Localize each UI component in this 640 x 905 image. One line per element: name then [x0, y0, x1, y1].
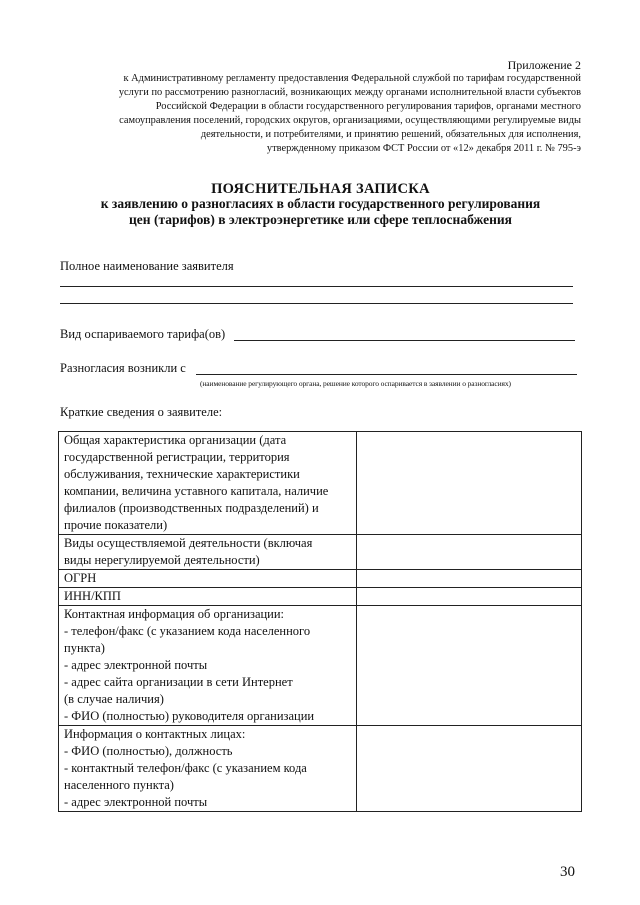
- cell-line: обслуживания, технические характеристики: [64, 467, 300, 481]
- cell-line: Информация о контактных лицах:: [64, 727, 246, 741]
- full-name-line-2[interactable]: [60, 303, 573, 304]
- appendix-title: Приложение 2: [507, 58, 581, 72]
- cell-line: - ФИО (полностью), должность: [64, 744, 233, 758]
- disagreement-line[interactable]: [196, 374, 577, 375]
- cell-line: - контактный телефон/факс (с указанием кода: [64, 761, 307, 775]
- row-label-activities: [59, 535, 357, 570]
- table-row: [59, 432, 582, 535]
- appendix-line: услуги по рассмотрению разногласий, возникающих между органами исполнительной власти субъектов: [118, 87, 581, 98]
- row-label-inn-kpp: [59, 588, 357, 606]
- row-value-activities[interactable]: [357, 535, 582, 570]
- appendix-line: к Административному регламенту предоставления Федеральной службой по тарифам государственной: [123, 73, 581, 84]
- document-subtitle: [60, 196, 581, 228]
- full-name-label: Полное наименование заявителя: [60, 259, 234, 273]
- tariff-type-label: Вид оспариваемого тарифа(ов): [60, 327, 226, 341]
- cell-line: пункта): [64, 641, 105, 655]
- cell-line: филиалов (производственных подразделений) и: [64, 501, 319, 515]
- disagreement-caption: (наименование регулирующего органа, решение которого оспаривается в заявлении о разногласиях): [200, 379, 511, 388]
- document-title: ПОЯСНИТЕЛЬНАЯ ЗАПИСКА: [211, 181, 430, 197]
- row-label-ogrn: [59, 570, 357, 588]
- appendix-line: Российской Федерации в области государственного регулирования тарифов, органами местного: [155, 101, 581, 112]
- table-row: [59, 588, 582, 606]
- appendix-reference: [60, 72, 581, 156]
- row-value-contact-persons[interactable]: [357, 726, 582, 812]
- cell-line: виды нерегулируемой деятельности): [64, 553, 260, 567]
- cell-line: - адрес электронной почты: [64, 795, 208, 809]
- tariff-type-line[interactable]: [234, 340, 575, 341]
- cell-line: - ФИО (полностью) руководителя организации: [64, 709, 315, 723]
- appendix-line: деятельности, и потребителями, и принятию решений, обязательных для исполнения,: [200, 129, 581, 140]
- row-label-general: [59, 432, 357, 535]
- table-row: [59, 726, 582, 812]
- subtitle-line: цен (тарифов) в электроэнергетике или сфере теплоснабжения: [129, 212, 512, 227]
- cell-line: Контактная информация об организации:: [64, 607, 285, 621]
- row-value-contact-info[interactable]: [357, 606, 582, 726]
- row-label-contact-info: [59, 606, 357, 726]
- appendix-line: утвержденному приказом ФСТ России от «12» декабря 2011 г. № 795-э: [266, 143, 581, 154]
- row-label-contact-persons: [59, 726, 357, 812]
- row-value-ogrn[interactable]: [357, 570, 582, 588]
- appendix-line: самоуправления поселений, городских округов, организациями, осуществляющими регулируемые виды: [119, 115, 581, 126]
- table-row: [59, 570, 582, 588]
- table-row: [59, 535, 582, 570]
- cell-line: Общая характеристика организации (дата: [64, 433, 287, 447]
- subtitle-line: к заявлению о разногласиях в области государственного регулирования: [100, 196, 541, 211]
- applicant-info-table: [58, 431, 582, 812]
- brief-info-label: Краткие сведения о заявителе:: [60, 405, 223, 419]
- cell-line: Виды осуществляемой деятельности (включая: [64, 536, 313, 550]
- cell-line: - адрес электронной почты: [64, 658, 208, 672]
- cell-line: населенного пункта): [64, 778, 174, 792]
- cell-line: - телефон/факс (с указанием кода населенного: [64, 624, 311, 638]
- cell-line: ОГРН: [64, 571, 97, 585]
- cell-line: (в случае наличия): [64, 692, 164, 706]
- cell-line: - адрес сайта организации в сети Интернет: [64, 675, 293, 689]
- table-row: [59, 606, 582, 726]
- row-value-general[interactable]: [357, 432, 582, 535]
- cell-line: компании, величина уставного капитала, наличие: [64, 484, 329, 498]
- cell-line: ИНН/КПП: [64, 589, 121, 603]
- row-value-inn-kpp[interactable]: [357, 588, 582, 606]
- cell-line: прочие показатели): [64, 518, 168, 532]
- cell-line: государственной регистрации, территория: [64, 450, 290, 464]
- disagreement-label: Разногласия возникли с: [60, 361, 186, 375]
- page-number: 30: [560, 864, 575, 880]
- full-name-line-1[interactable]: [60, 286, 573, 287]
